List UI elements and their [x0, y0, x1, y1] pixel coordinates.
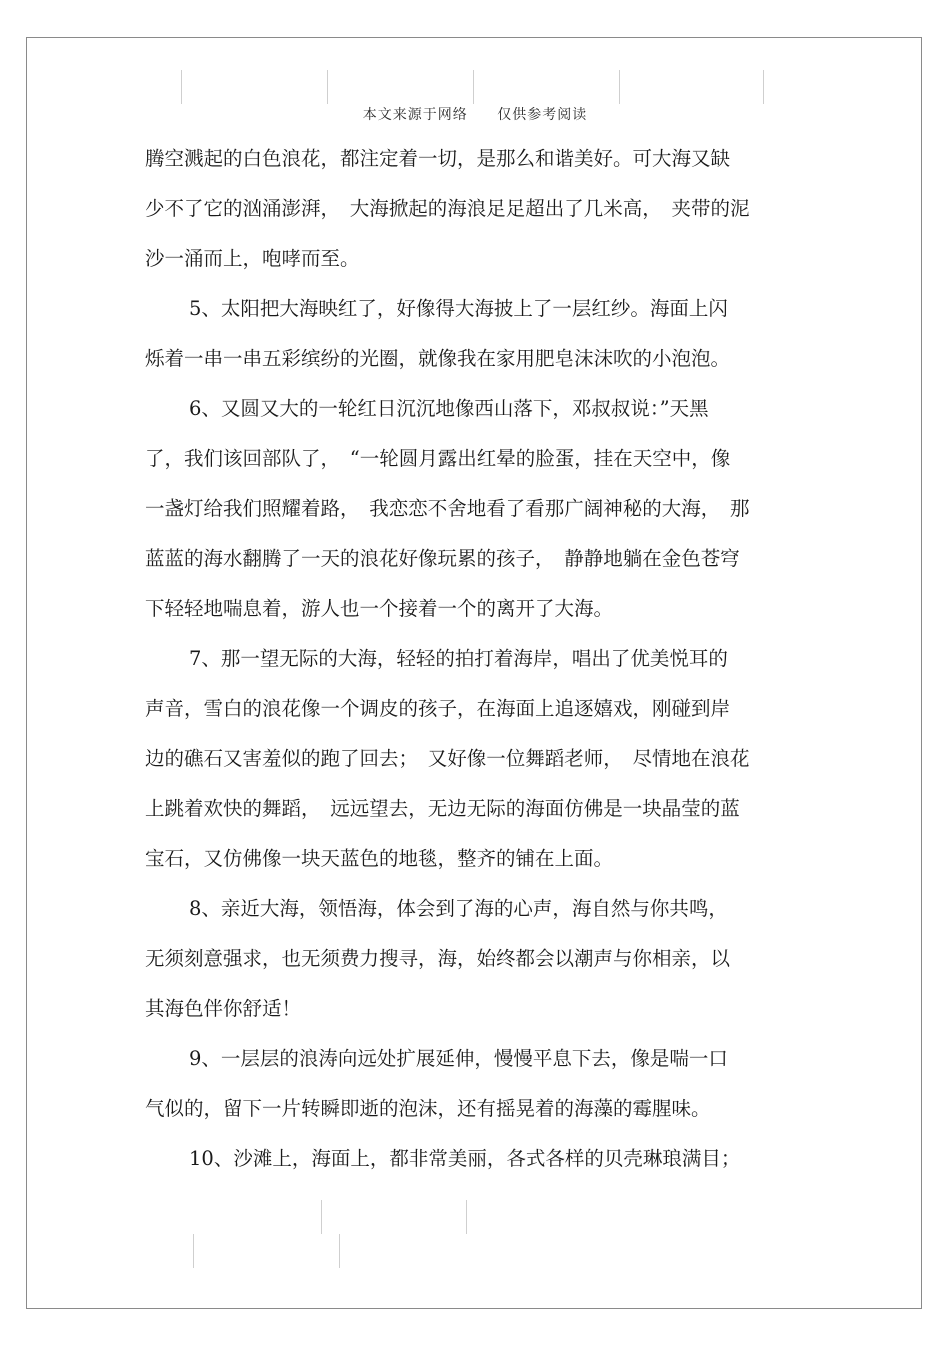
source-note — [0, 104, 950, 124]
header-rule-5 — [763, 70, 764, 104]
text-line: 其海色伴你舒适！ — [145, 997, 302, 1020]
header-rule-1 — [181, 70, 182, 104]
source-note-right: 仅供参考阅读 — [497, 107, 588, 123]
paragraph-6-start: 6、又圆又大的一轮红日沉沉地像西山落下，邓叔叔说：”天黑 — [189, 397, 709, 420]
text-line: 了，我们该回部队了， “一轮圆月露出红晕的脸蛋，挂在天空中，像 — [145, 447, 731, 470]
paragraph-8-start: 8、亲近大海，领悟海，体会到了海的心声，海自然与你共鸣， — [189, 897, 728, 920]
text-line: 少不了它的汹涌澎湃， 大海掀起的海浪足足超出了几米高， 夹带的泥 — [145, 197, 750, 220]
text-line: 烁着一串一串五彩缤纷的光圈，就像我在家用肥皂沫沫吹的小泡泡。 — [145, 347, 731, 370]
paragraph-9-start: 9、一层层的浪涛向远处扩展延伸，慢慢平息下去，像是喘一口 — [189, 1047, 728, 1070]
text-line: 沙一涌而上，咆哮而至。 — [145, 247, 360, 270]
source-note-left: 本文来源于网络 — [362, 107, 468, 123]
text-line: 无须刻意强求，也无须费力搜寻，海，始终都会以潮声与你相亲，以 — [145, 947, 731, 970]
text-line: 气似的，留下一片转瞬即逝的泡沫，还有摇晃着的海藻的霉腥味。 — [145, 1097, 711, 1120]
text-line: 一盏灯给我们照耀着路， 我恋恋不舍地看了看那广阔神秘的大海， 那 — [145, 497, 750, 520]
text-line: 边的礁石又害羞似的跑了回去； 又好像一位舞蹈老师， 尽情地在浪花 — [145, 747, 750, 770]
body-text — [145, 134, 825, 1184]
text-line: 下轻轻地喘息着，游人也一个接着一个的离开了大海。 — [145, 597, 614, 620]
text-line: 声音，雪白的浪花像一个调皮的孩子，在海面上追逐嬉戏，刚碰到岸 — [145, 697, 731, 720]
footer-rule-1 — [321, 1200, 322, 1234]
paragraph-5-start: 5、太阳把大海映红了，好像得大海披上了一层红纱。海面上闪 — [189, 297, 728, 320]
text-line: 宝石，又仿佛像一块天蓝色的地毯，整齐的铺在上面。 — [145, 847, 614, 870]
paragraph-7-start: 7、那一望无际的大海，轻轻的拍打着海岸，唱出了优美悦耳的 — [189, 647, 728, 670]
header-rule-2 — [327, 70, 328, 104]
footer-rule-3 — [193, 1234, 194, 1268]
text-line: 腾空溅起的白色浪花，都注定着一切，是那么和谐美好。可大海又缺 — [145, 147, 731, 170]
footer-rule-2 — [466, 1200, 467, 1234]
header-rule-4 — [619, 70, 620, 104]
text-line: 上跳着欢快的舞蹈， 远远望去，无边无际的海面仿佛是一块晶莹的蓝 — [145, 797, 740, 820]
text-line: 蓝蓝的海水翻腾了一天的浪花好像玩累的孩子， 静静地躺在金色苍穹 — [145, 547, 740, 570]
header-rule-3 — [473, 70, 474, 104]
footer-rule-4 — [339, 1234, 340, 1268]
paragraph-10-start: 10、沙滩上，海面上，都非常美丽，各式各样的贝壳琳琅满目； — [189, 1147, 741, 1170]
